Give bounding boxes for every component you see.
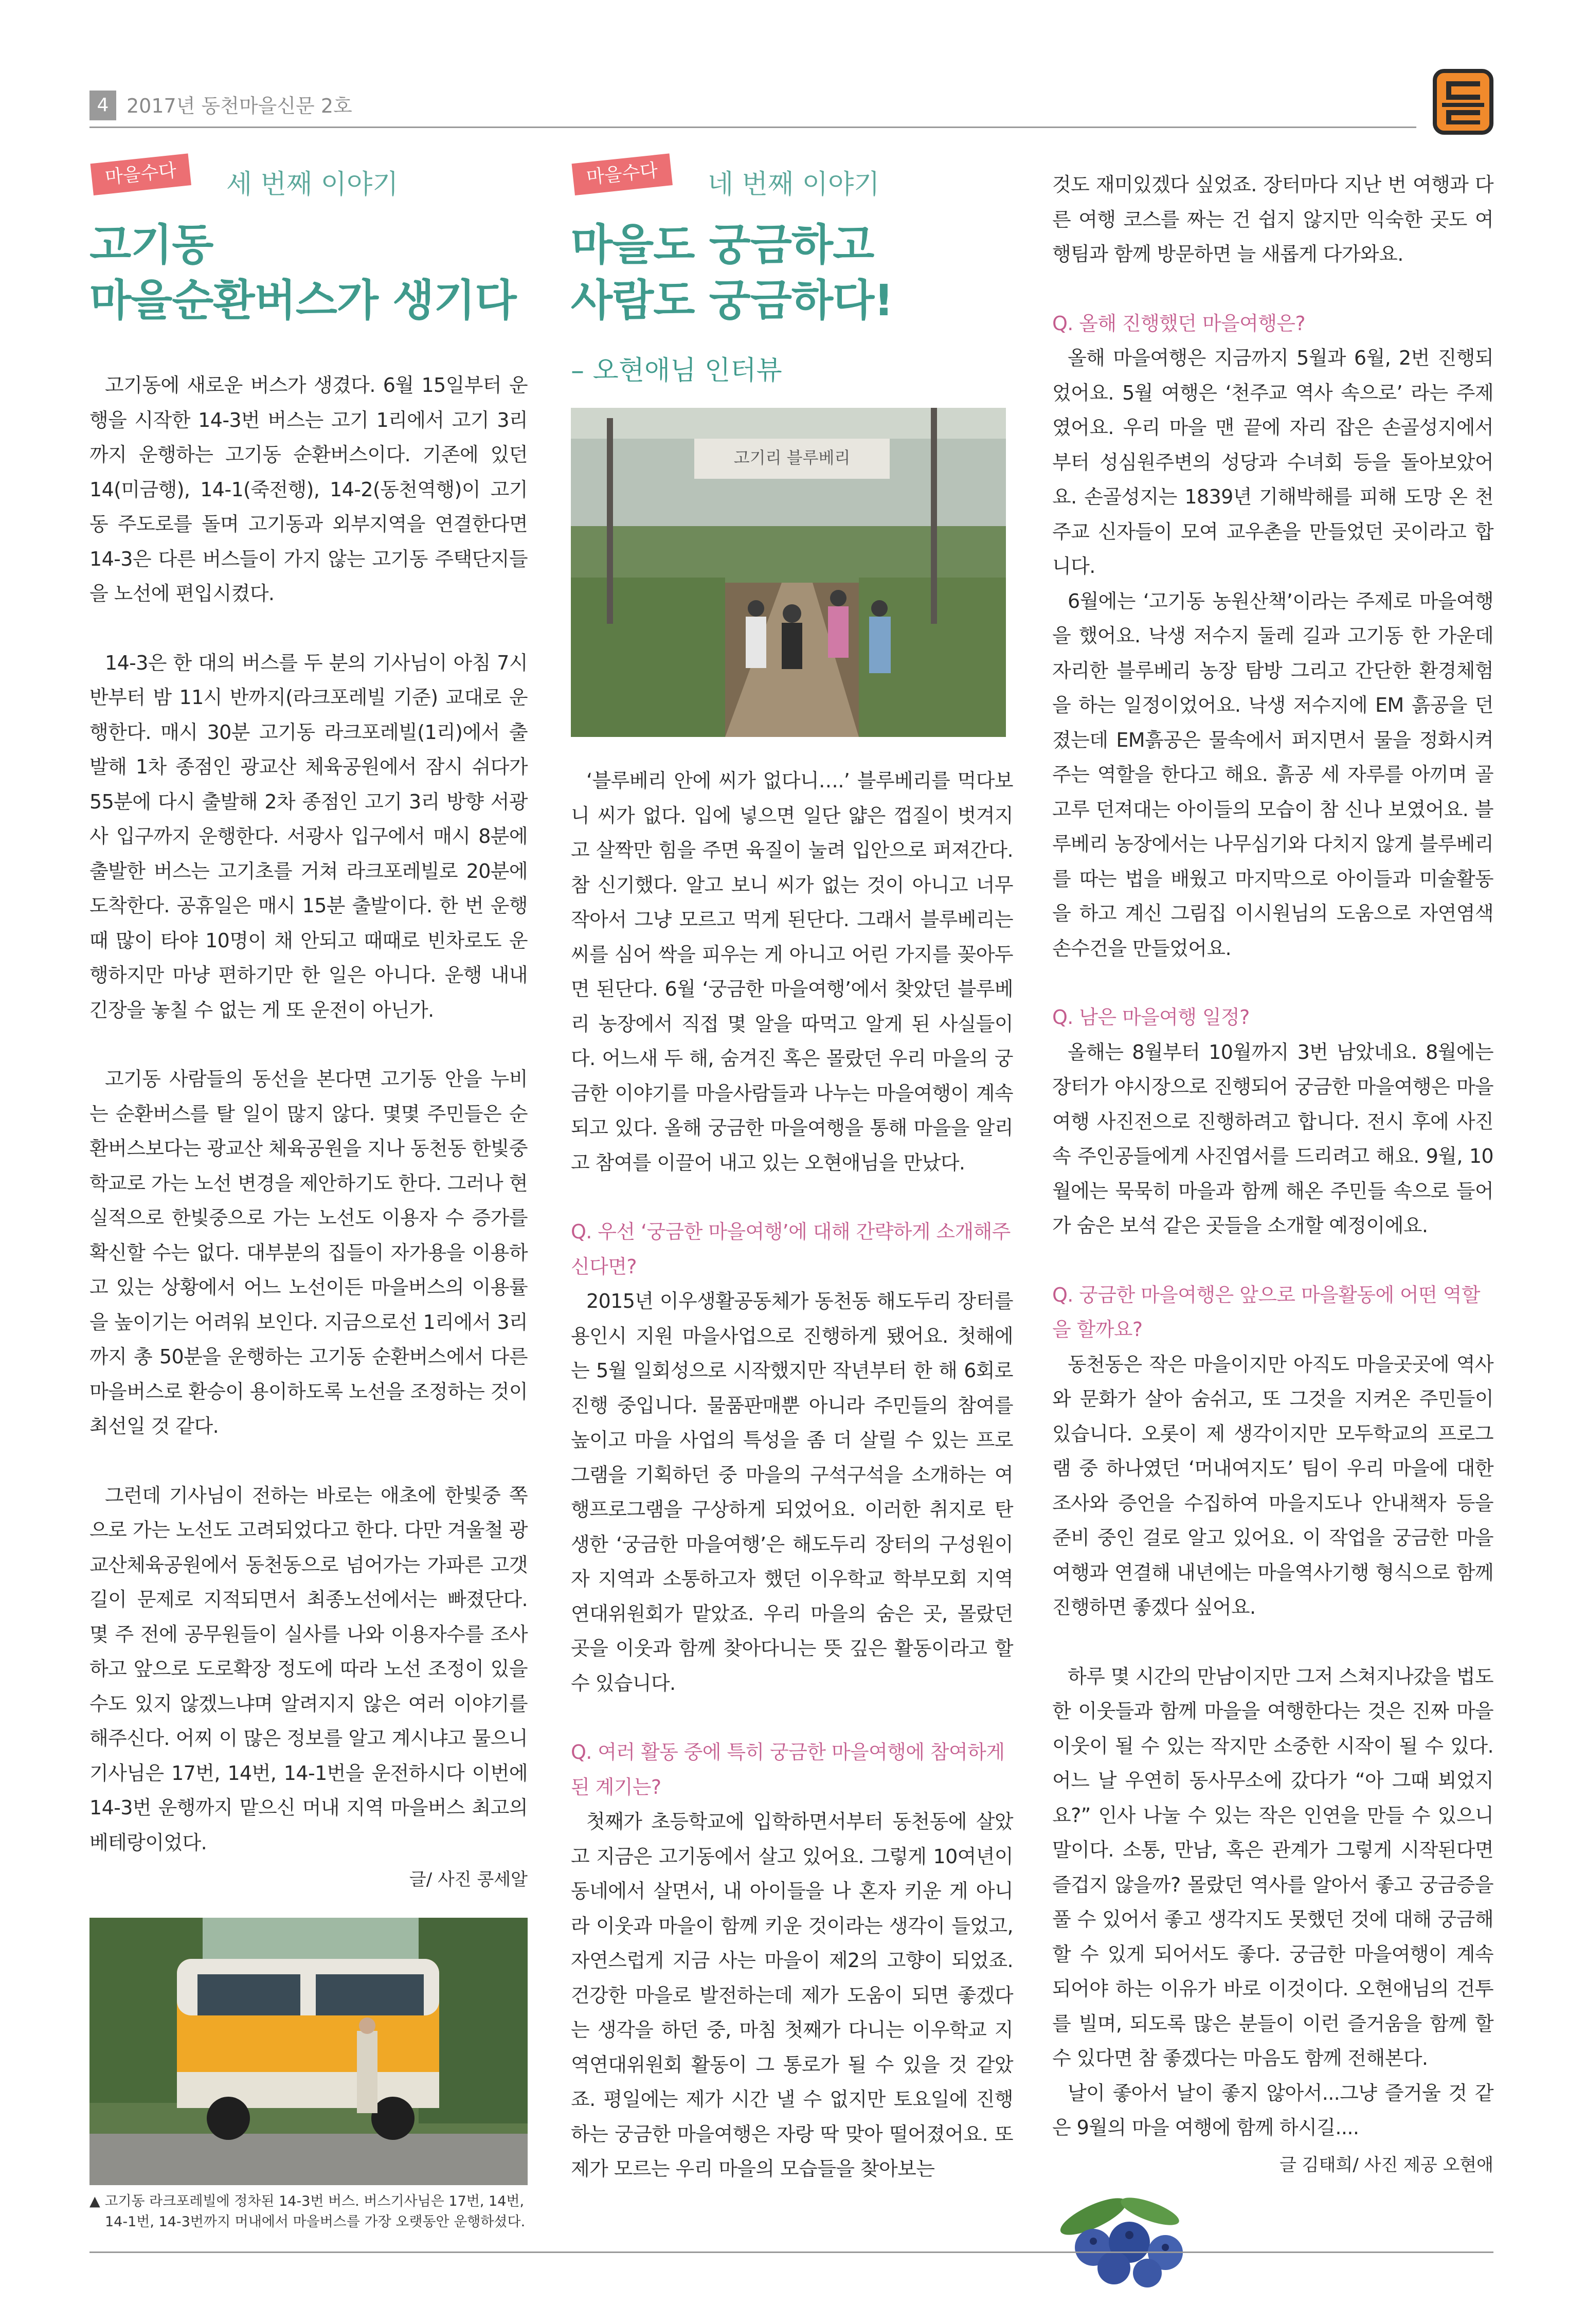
- interview-question: Q. 올해 진행했던 마을여행은?: [1052, 312, 1305, 335]
- interview-answer: 2015년 이우생활공동체가 동천동 해도두리 장터를 용인시 지원 마을사업으로 진행하게 됐어요. 첫해에는 5월 일회성으로 시작했지만 작년부터 한 해 6회로 진행 중입니다. 물품판매뿐 아니라 주민들의 참여를 높이고 마을 사업의 특성을 좀 더 살릴 수 있는 프로그램을 기획하던 중 마을의 구석구석을 소개하는 여행프로그램을 구상하게 되었어요. 이러한 취지로 탄생한 ‘궁금한 마을여행’은 해도두리 장터의 구성원이자 지역과 소통하고자 했던 이우학교 학부모회 지역연대위원회가 맡았죠. 우리 마을의 숨은 곳, 몰랐던 곳을 이웃과 함께 찾아다니는 뜻 깊은 활동이라고 할 수 있습니다.: [571, 1290, 1013, 1695]
- headline: [89, 217, 528, 328]
- story-label: [89, 154, 528, 206]
- subheadline: – 오현애님 인터뷰: [571, 355, 782, 386]
- interview-answer: 동천동은 작은 마을이지만 아직도 마을곳곳에 역사와 문화가 살아 숨쉬고, 또 그것을 지켜온 주민들이 있습니다. 오롯이 제 생각이지만 모두학교의 프로그램 중 하나였던 ‘머내여지도’ 팀이 우리 마을에 대한 조사와 증언을 수집하여 마을지도나 안내책자 등을 준비 중인 걸로 알고 있어요. 이 작업을 궁금한 마을여행과 연결해 내년에는 마을역사기행 형식으로 함께 진행하면 좋겠다 싶어요.: [1052, 1353, 1493, 1618]
- paragraph: ‘블루베리 안에 씨가 없다니….’ 블루베리를 먹다보니 씨가 없다. 입에 넣으면 일단 얇은 껍질이 벗겨지고 살짝만 힘을 주면 육질이 눌려 입안으로 퍼져간다. 참 신기했다. 알고 보니 씨가 없는 것이 아니고 너무 작아서 그냥 모르고 먹게 된단다. 그래서 블루베리는 씨를 심어 싹을 피우는 게 아니고 어린 가지를 꽂아두면 된단다. 6월 ‘궁금한 마을여행’에서 찾았던 블루베리 농장에서 직접 몇 알을 따먹고 알게 된 사실들이다. 어느새 두 해, 숨겨진 혹은 몰랐던 우리 마을의 궁금한 이야기를 마을사람들과 나누는 마을여행이 계속되고 있다. 올해 궁금한 마을여행을 통해 마을을 알리고 참여를 이끌어 내고 있는 오현애님을 만났다.: [571, 769, 1013, 1174]
- category-badge: 마을수다: [572, 153, 673, 195]
- newspaper-title: 2017년 동천마을신문 2호: [127, 95, 352, 117]
- interview-answer: 올해 마을여행은 지금까지 5월과 6월, 2번 진행되었어요. 5월 여행은 ‘천주교 역사 속으로’ 라는 주제였어요. 우리 마을 맨 끝에 자리 잡은 손골성지에서 부터 성심원주변의 성당과 수녀회 등을 돌아보았어요. 손골성지는 1839년 기해박해를 피해 도망 온 천주교 신자들이 모여 교우촌을 만들었던 곳이라고 합니다.: [1052, 347, 1493, 578]
- footer-divider: [89, 2251, 1493, 2253]
- headline: [571, 217, 1013, 328]
- headline-line: 마을순환버스가 생기다: [89, 275, 516, 326]
- interview-answer: 것도 재미있겠다 싶었죠. 장터마다 지난 번 여행과 다른 여행 코스를 짜는 건 쉽지 않지만 익숙한 곳도 여행팀과 함께 방문하면 늘 새롭게 다가와요.: [1052, 173, 1493, 265]
- series-label: 네 번째 이야기: [708, 169, 880, 200]
- blueberry-farm-photo: [571, 408, 1006, 737]
- page-number: 4: [89, 91, 116, 120]
- photo-caption: [89, 2191, 528, 2232]
- caption-line: ▲ 고기동 라크포레빌에 정차된 14-3번 버스. 버스기사님은 17번, 14번,: [89, 2193, 525, 2209]
- category-badge: 마을수다: [91, 153, 192, 195]
- paragraph: 그런데 기사님이 전하는 바로는 애초에 한빛중 쪽으로 가는 노선도 고려되었다고 한다. 다만 겨울철 광교산체육공원에서 동천동으로 넘어가는 가파른 고갯길이 문제로 지적되면서 최종노선에서는 빠졌단다. 몇 주 전에 공무원들이 실사를 나와 이용자수를 조사하고 앞으로 도로확장 정도에 따라 노선 조정이 있을 수도 있지 않겠느냐며 알려지지 않은 여러 이야기를 해주신다. 어찌 이 많은 정보를 알고 계시냐고 물으니 기사님은 17번, 14번, 14-1번을 운전하시다 이번에 14-3번 운행까지 맡으신 머내 지역 마을버스 최고의 베테랑이었다.: [89, 1484, 528, 1854]
- bus-photo: [89, 1918, 528, 2185]
- caption-line: 14-1번, 14-3번까지 머내에서 마을버스를 가장 오랫동안 운행하셨다.: [105, 2214, 526, 2230]
- page-header: [89, 87, 1493, 129]
- interview-question: Q. 우선 ‘궁금한 마을여행’에 대해 간략하게 소개해주신다면?: [571, 1220, 1011, 1278]
- story-interview-continued-column: [1052, 168, 1493, 2289]
- paragraph: 날이 좋아서 날이 좋지 않아서...그냥 즐거울 것 같은 9월의 마을 여행에 함께 하시길....: [1052, 2081, 1493, 2139]
- interview-answer: 첫째가 초등학교에 입학하면서부터 동천동에 살았고 지금은 고기동에서 살고 있어요. 그렇게 10여년이 동네에서 살면서, 내 아이들을 나 혼자 키운 게 아니라 이웃과 마을이 함께 키운 것이라는 생각이 들었고, 자연스럽게 지금 사는 마을이 제2의 고향이 되었죠. 건강한 마을로 발전하는데 제가 도움이 되면 좋겠다는 생각을 하던 중, 마침 첫째가 다니는 이우학교 지역연대위원회 활동이 그 통로가 될 수 있을 것 같았죠. 평일에는 제가 시간 낼 수 없지만 토요일에 진행하는 궁금한 마을여행은 자랑 딱 맞아 떨어졌어요. 또 제가 모르는 우리 마을의 모습들을 찾아보는: [571, 1810, 1013, 2180]
- headline-line: 사람도 궁금하다!: [571, 275, 893, 326]
- header-divider: [89, 127, 1416, 128]
- story-label: [571, 154, 1013, 206]
- story-interview-column: [571, 154, 1013, 2187]
- bus-photo-image: [89, 1918, 528, 2185]
- farm-sign-text: 고기리 블루베리: [733, 448, 851, 467]
- interview-question: Q. 남은 마을여행 일정?: [1052, 1006, 1250, 1029]
- newspaper-logo: [1433, 69, 1493, 135]
- paragraph: 고기동 사람들의 동선을 본다면 고기동 안을 누비는 순환버스를 탈 일이 많지 않다. 몇몇 주민들은 순환버스보다는 광교산 체육공원을 지나 동천동 한빛중학교로 가는 노선 변경을 제안하기도 한다. 그러나 현실적으로 한빛중으로 가는 노선도 이용자 수 증가를 확신할 수는 없다. 대부분의 집들이 자가용을 이용하고 있는 상황에서 어느 노선이든 마을버스의 이용률을 높이기는 어려워 보인다. 지금으로선 1리에서 3리까지 총 50분을 운행하는 고기동 순환버스에서 다른 마을버스로 환승이 용이하도록 노선을 조정하는 것이 최선일 것 같다.: [89, 1068, 528, 1437]
- interview-question: Q. 궁금한 마을여행은 앞으로 마을활동에 어떤 역할을 할까요?: [1052, 1283, 1480, 1341]
- series-label: 세 번째 이야기: [226, 169, 399, 200]
- paragraph: 14-3은 한 대의 버스를 두 분의 기사님이 아침 7시 반부터 밤 11시 반까지(라크포레빌 기준) 교대로 운행한다. 매시 30분 고기동 라크포레빌(1리)에서 출발해 1차 종점인 광교산 체육공원에서 잠시 쉬다가 55분에 다시 출발해 2차 종점인 고기 3리 방향 서광사 입구까지 운행한다. 서광사 입구에서 매시 8분에 출발한 버스는 고기초를 거쳐 라크포레빌로 20분에 도착한다. 공휴일은 매시 15분 출발이다. 한 번 운행 때 많이 타야 10명이 채 안되고 때때로 빈차로도 운행하지만 마냥 편하기만 한 일은 아니다. 운행 내내 긴장을 놓칠 수 없는 게 또 운전이 아닌가.: [89, 651, 528, 1021]
- blueberry-icon: [1052, 2186, 1206, 2289]
- byline: 글/ 사진 콩세알: [409, 1869, 528, 1890]
- paragraph: 하루 몇 시간의 만남이지만 그저 스쳐지나갔을 법도 한 이웃들과 함께 마을을 여행한다는 것은 진짜 마을이웃이 될 수 있는 작지만 소중한 시작이 될 수 있다. 어느 날 우연히 동사무소에 갔다가 “아 그때 뵈었지요?” 인사 나눌 수 있는 작은 인연을 만들 수 있으니 말이다. 소통, 만남, 혹은 관계가 그렇게 시작된다면 즐겁지 않을까? 몰랐던 역사를 알아서 좋고 궁금증을 풀 수 있어서 좋고 생각지도 못했던 것에 대해 궁금해 할 수 있게 되어서도 좋다. 궁금한 마을여행이 계속 되어야 하는 이유가 바로 이것이다. 오현애님의 건투를 빌며, 되도록 많은 분들이 이런 즐거움을 함께 할 수 있다면 참 좋겠다는 마음도 함께 전해본다.: [1052, 1665, 1493, 2069]
- interview-answer: 올해는 8월부터 10월까지 3번 남았네요. 8월에는 장터가 야시장으로 진행되어 궁금한 마을여행은 마을여행 사진전으로 진행하려고 합니다. 전시 후에 사진 속 주인공들에게 사진엽서를 드리려고 해요. 9월, 10월에는 묵묵히 마을과 함께 해온 주민들 속으로 들어가 숨은 보석 같은 곳들을 소개할 예정이에요.: [1052, 1040, 1493, 1237]
- headline-line: 마을도 궁금하고: [571, 220, 874, 270]
- interview-answer: 6월에는 ‘고기동 농원산책’이라는 주제로 마을여행을 했어요. 낙생 저수지 둘레 길과 고기동 한 가운데 자리한 블루베리 농장 탐방 그리고 간단한 환경체험을 하는 일정이었어요. 낙생 저수지에 EM 흙공을 던졌는데 EM흙공은 물속에서 퍼지면서 물을 정화시켜 주는 역할을 한다고 해요. 흙공 세 자루를 아끼며 골고루 던져대는 아이들의 모습이 참 신나 보였어요. 블루베리 농장에서는 나무심기와 다치지 않게 블루베리를 따는 법을 배웠고 마지막으로 아이들과 미술활동을 하고 계신 그림집 이시원님의 도움으로 자연염색 손수건을 만들었어요.: [1052, 589, 1493, 960]
- paragraph: 고기동에 새로운 버스가 생겼다. 6월 15일부터 운행을 시작한 14-3번 버스는 고기 1리에서 고기 3리까지 운행하는 고기동 순환버스이다. 기존에 있던 14(미금행), 14-1(죽전행), 14-2(동천역행)이 고기동 주도로를 돌며 고기동과 외부지역을 연결한다면 14-3은 다른 버스들이 가지 않는 고기동 주택단지들을 노선에 편입시켰다.: [89, 374, 528, 605]
- interview-question: Q. 여러 활동 중에 특히 궁금한 마을여행에 참여하게 된 계기는?: [571, 1741, 1005, 1798]
- blueberry-illustration: [1052, 2186, 1206, 2289]
- headline-line: 고기동: [89, 220, 213, 270]
- story-bus-column: [89, 154, 528, 2232]
- byline: 글 김태희/ 사진 제공 오현애: [1280, 2154, 1493, 2175]
- logo-glyph-icon: [1437, 73, 1489, 131]
